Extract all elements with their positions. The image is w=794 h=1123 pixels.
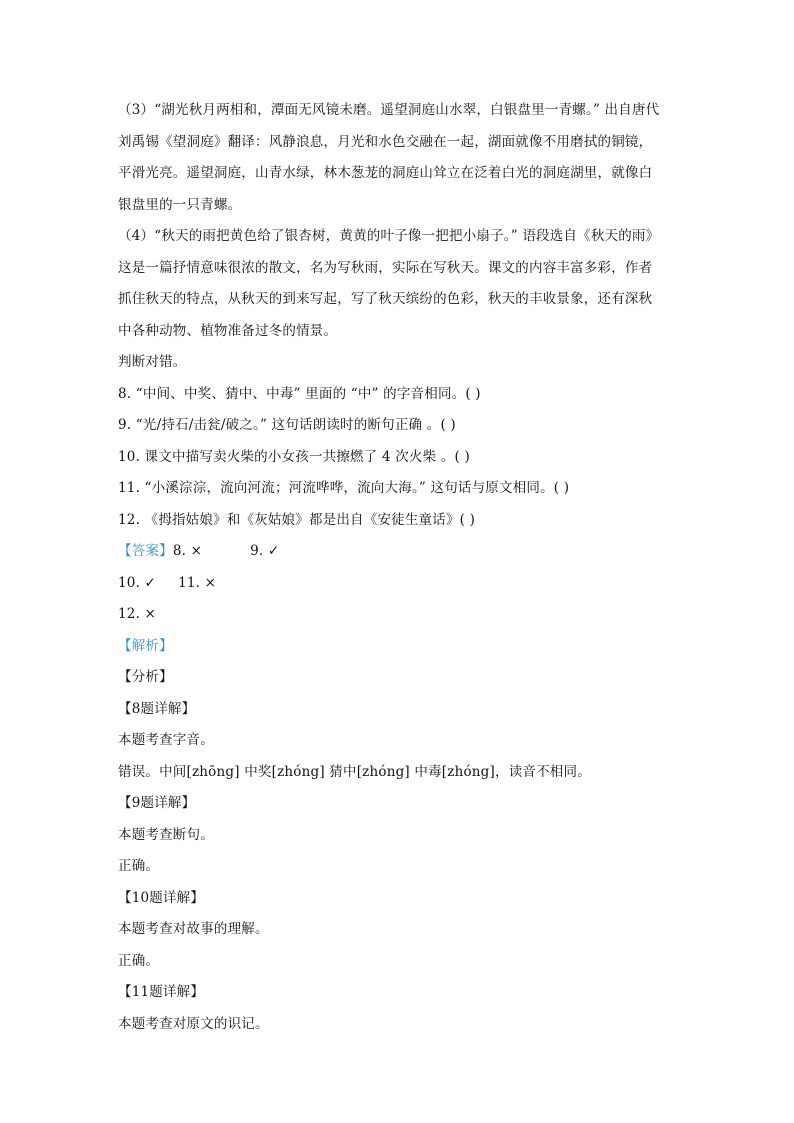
- analysis-line: 本题考查断句。: [118, 826, 214, 843]
- text-line: 银盘里的一只青螺。: [118, 196, 242, 213]
- instruction-line: 判断对错。: [118, 354, 187, 370]
- answer-11: 11. ×: [178, 574, 217, 591]
- q11-detail-header: 【11题详解】: [118, 984, 205, 1000]
- analysis-line: 本题考查对原文的识记。: [118, 1015, 269, 1032]
- question-12: 12. 《拇指姑娘》和《灰姑娘》都是出自《安徒生童话》( ): [118, 511, 476, 528]
- text-line: 中各种动物、植物准备过冬的情景。: [118, 322, 338, 339]
- jiexi-label: 【解析】: [118, 637, 173, 654]
- answer-9: 9. ✓: [250, 543, 280, 559]
- analysis-line: 正确。: [118, 858, 160, 874]
- answer-label: 【答案】: [118, 543, 173, 559]
- question-10: 10. 课文中描写卖火柴的小女孩一共擦燃了 4 次火柴 。( ): [118, 448, 470, 465]
- answer-line-2: [118, 568, 678, 600]
- question-8: 8. “中间、中奖、猜中、中毒” 里面的 “中” 的字音相同。( ): [118, 385, 481, 402]
- text-line: （4）“秋天的雨把黄色给了银杏树，黄黄的叶子像一把把小扇子。” 语段选自《秋天的雨》: [118, 228, 660, 244]
- analysis-line: 正确。: [118, 952, 160, 969]
- q8-detail-header: 【8题详解】: [118, 700, 196, 717]
- question-9: 9. “光/持石/击瓮/破之。” 这句话朗读时的断句正确 。( ): [118, 417, 456, 433]
- analysis-header: 【分析】: [118, 669, 173, 685]
- answer-12: 12. ×: [118, 606, 157, 622]
- answer-8: 8. ×: [172, 543, 203, 559]
- analysis-line: 错误。中间[zhōng] 中奖[zhóng] 猜中[zhóng] 中毒[zhóng]，读音不相同。: [118, 763, 591, 780]
- document-page: [118, 95, 678, 1040]
- answer-10: 10. ✓: [118, 574, 157, 591]
- q10-detail-header: 【10题详解】: [118, 889, 205, 906]
- answer-line: [118, 536, 678, 568]
- q9-detail-header: 【9题详解】: [118, 795, 196, 811]
- text-line: （3）“湖光秋月两相和，潭面无风镜未磨。遥望洞庭山水翠，白银盘里一青螺。” 出自唐代: [118, 102, 660, 118]
- text-line: 平滑光亮。遥望洞庭，山青水绿，林木葱茏的洞庭山耸立在泛着白光的洞庭湖里，就像白: [118, 165, 653, 181]
- question-11: 11. “小溪淙淙，流向河流；河流哗哗，流向大海。” 这句话与原文相同。( ): [118, 480, 570, 496]
- analysis-line: 本题考查字音。: [118, 732, 214, 748]
- text-line: 抓住秋天的特点，从秋天的到来写起，写了秋天缤纷的色彩，秋天的丰收景象，还有深秋: [118, 291, 653, 307]
- analysis-line: 本题考查对故事的理解。: [118, 921, 269, 937]
- text-line: 这是一篇抒情意味很浓的散文，名为写秋雨，实际在写秋天。课文的内容丰富多彩，作者: [118, 259, 653, 276]
- text-line: 刘禹锡《望洞庭》翻译：风静浪息，月光和水色交融在一起，湖面就像不用磨拭的铜镜，: [118, 133, 653, 150]
